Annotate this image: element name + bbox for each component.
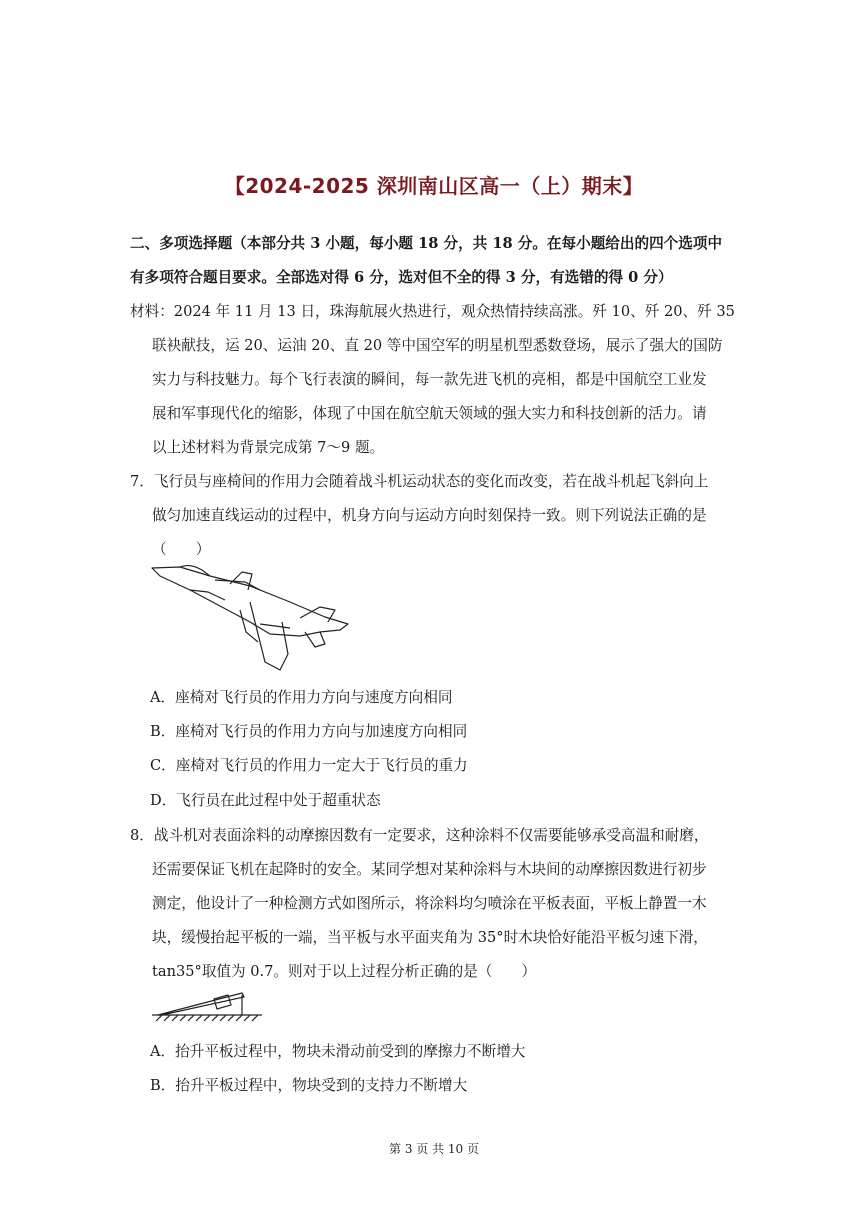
section-heading-line-2: 有多项符合题目要求。全部选对得 6 分，选对但不全的得 3 分，有选错的得 0 分） (130, 269, 673, 286)
q7-option-a: A．座椅对飞行员的作用力方向与速度方向相同 (150, 689, 453, 706)
question-7-line-1: 7．飞行员与座椅间的作用力会随着战斗机运动状态的变化而改变，若在战斗机起飞斜向上 (130, 473, 709, 490)
material-line-2: 联袂献技，运 20、运油 20、直 20 等中国空军的明星机型悉数登场，展示了强大的国防 (152, 337, 723, 354)
page-title: 【2024-2025 深圳南山区高一（上）期末】 (224, 174, 644, 198)
inclined-plank-figure (150, 985, 265, 1025)
material-line-3: 实力与科技魅力。每个飞行表演的瞬间，每一款先进飞机的亮相，都是中国航空工业发 (152, 371, 707, 388)
q8-option-a: A．抬升平板过程中，物块未滑动前受到的摩擦力不断增大 (150, 1043, 526, 1060)
question-7-answer-bracket: （ ） (152, 541, 211, 558)
question-8-line-4: 块，缓慢抬起平板的一端，当平板与水平面夹角为 35°时木块恰好能沿平板匀速下滑， (152, 929, 708, 946)
section-heading-line-1: 二、多项选择题（本部分共 3 小题，每小题 18 分，共 18 分。在每小题给出的四个选项中 (130, 235, 723, 252)
page-footer: 第 3 页 共 10 页 (389, 1142, 479, 1156)
question-8-line-2: 还需要保证飞机在起降时的安全。某同学想对某种涂料与木块间的动摩擦因数进行初步 (152, 861, 707, 878)
question-8-line-5: tan35°取值为 0.7。则对于以上过程分析正确的是（ ） (152, 963, 537, 980)
q7-option-b: B．座椅对飞行员的作用力方向与加速度方向相同 (150, 723, 468, 740)
material-line-4: 展和军事现代化的缩影，体现了中国在航空航天领域的强大实力和科技创新的活力。请 (152, 405, 707, 422)
question-7-line-2: 做匀加速直线运动的过程中，机身方向与运动方向时刻保持一致。则下列说法正确的是 (152, 507, 707, 524)
material-line-1: 材料：2024 年 11 月 13 日，珠海航展火热进行，观众热情持续高涨。歼 10、歼 20、歼 35 (130, 303, 735, 320)
question-8-line-3: 测定，他设计了一种检测方式如图所示，将涂料均匀喷涂在平板表面，平板上静置一木 (152, 895, 707, 912)
question-8-line-1: 8．战斗机对表面涂料的动摩擦因数有一定要求，这种涂料不仅需要能够承受高温和耐磨， (130, 827, 709, 844)
q8-option-b: B．抬升平板过程中，物块受到的支持力不断增大 (150, 1077, 468, 1094)
material-line-5: 以上述材料为背景完成第 7～9 题。 (152, 439, 385, 456)
fighter-jet-figure (150, 562, 355, 677)
q7-option-d: D．飞行员在此过程中处于超重状态 (150, 792, 381, 809)
q7-option-c: C．座椅对飞行员的作用力一定大于飞行员的重力 (150, 757, 468, 774)
